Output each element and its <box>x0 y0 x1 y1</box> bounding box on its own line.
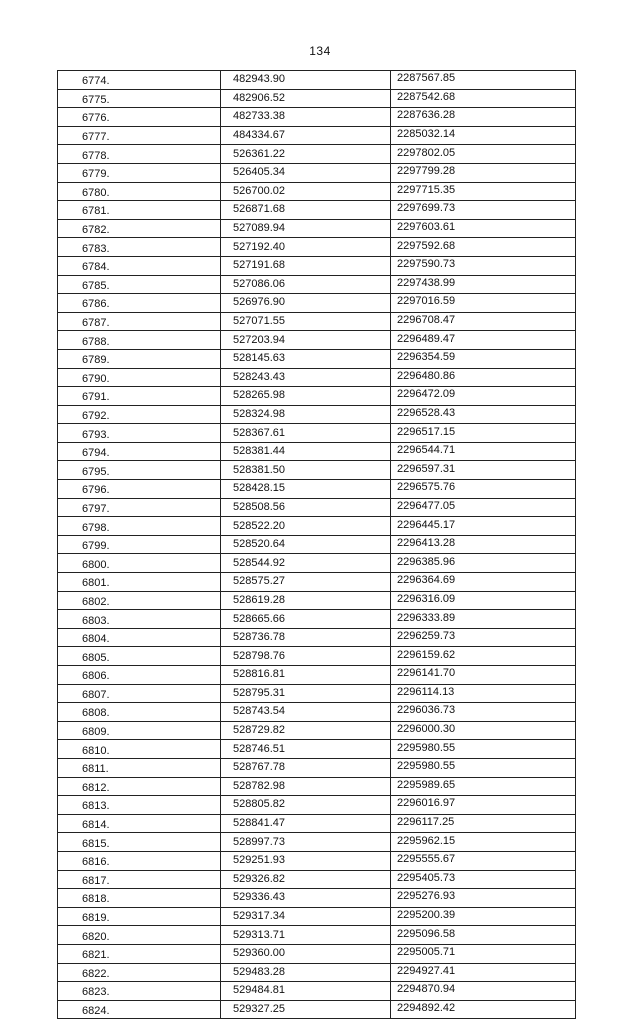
x-coordinate-cell: 528145.63 <box>221 349 391 368</box>
table-row <box>58 238 576 257</box>
point-number-cell: 6780. <box>58 182 221 201</box>
table-row <box>58 517 576 536</box>
point-number-cell: 6786. <box>58 294 221 313</box>
x-coordinate-cell: 528767.78 <box>221 758 391 777</box>
table-row <box>58 740 576 759</box>
x-coordinate-cell: 484334.67 <box>221 126 391 145</box>
table-row <box>58 461 576 480</box>
point-number-cell: 6790. <box>58 368 221 387</box>
table-row <box>58 907 576 926</box>
point-number-cell: 6782. <box>58 219 221 238</box>
point-number-cell: 6805. <box>58 647 221 666</box>
y-coordinate-cell: 2296000.30 <box>391 721 576 740</box>
y-coordinate-cell: 2296489.47 <box>391 331 576 350</box>
point-number-cell: 6777. <box>58 126 221 145</box>
x-coordinate-cell: 528729.82 <box>221 721 391 740</box>
coordinate-table <box>57 70 576 1019</box>
y-coordinate-cell: 2296477.05 <box>391 498 576 517</box>
point-number-cell: 6801. <box>58 573 221 592</box>
point-number-cell: 6824. <box>58 1000 221 1019</box>
y-coordinate-cell: 2296517.15 <box>391 424 576 443</box>
table-row <box>58 610 576 629</box>
x-coordinate-cell: 528381.50 <box>221 461 391 480</box>
y-coordinate-cell: 2294892.42 <box>391 1000 576 1019</box>
point-number-cell: 6795. <box>58 461 221 480</box>
y-coordinate-cell: 2297715.35 <box>391 182 576 201</box>
table-row <box>58 294 576 313</box>
y-coordinate-cell: 2296528.43 <box>391 405 576 424</box>
x-coordinate-cell: 529360.00 <box>221 944 391 963</box>
y-coordinate-cell: 2296385.96 <box>391 554 576 573</box>
point-number-cell: 6778. <box>58 145 221 164</box>
x-coordinate-cell: 528743.54 <box>221 703 391 722</box>
table-body <box>58 71 576 1019</box>
table-row <box>58 163 576 182</box>
x-coordinate-cell: 528805.82 <box>221 796 391 815</box>
x-coordinate-cell: 482943.90 <box>221 71 391 90</box>
table-row <box>58 684 576 703</box>
table-row <box>58 182 576 201</box>
x-coordinate-cell: 529336.43 <box>221 889 391 908</box>
point-number-cell: 6822. <box>58 963 221 982</box>
point-number-cell: 6808. <box>58 703 221 722</box>
x-coordinate-cell: 528522.20 <box>221 517 391 536</box>
table-row <box>58 796 576 815</box>
x-coordinate-cell: 529326.82 <box>221 870 391 889</box>
x-coordinate-cell: 528816.81 <box>221 666 391 685</box>
point-number-cell: 6807. <box>58 684 221 703</box>
y-coordinate-cell: 2295200.39 <box>391 907 576 926</box>
y-coordinate-cell: 2296316.09 <box>391 591 576 610</box>
x-coordinate-cell: 529327.25 <box>221 1000 391 1019</box>
x-coordinate-cell: 529313.71 <box>221 926 391 945</box>
table-row <box>58 108 576 127</box>
y-coordinate-cell: 2297438.99 <box>391 275 576 294</box>
point-number-cell: 6818. <box>58 889 221 908</box>
table-row <box>58 944 576 963</box>
y-coordinate-cell: 2297802.05 <box>391 145 576 164</box>
table-row <box>58 851 576 870</box>
y-coordinate-cell: 2295405.73 <box>391 870 576 889</box>
x-coordinate-cell: 528508.56 <box>221 498 391 517</box>
x-coordinate-cell: 528619.28 <box>221 591 391 610</box>
point-number-cell: 6814. <box>58 814 221 833</box>
table-row <box>58 982 576 1001</box>
table-row <box>58 219 576 238</box>
y-coordinate-cell: 2296480.86 <box>391 368 576 387</box>
table-row <box>58 833 576 852</box>
table-row <box>58 387 576 406</box>
table-row <box>58 145 576 164</box>
x-coordinate-cell: 527191.68 <box>221 256 391 275</box>
x-coordinate-cell: 482906.52 <box>221 89 391 108</box>
y-coordinate-cell: 2296597.31 <box>391 461 576 480</box>
x-coordinate-cell: 529484.81 <box>221 982 391 1001</box>
x-coordinate-cell: 528841.47 <box>221 814 391 833</box>
y-coordinate-cell: 2295989.65 <box>391 777 576 796</box>
table-row <box>58 870 576 889</box>
y-coordinate-cell: 2296413.28 <box>391 535 576 554</box>
y-coordinate-cell: 2296141.70 <box>391 666 576 685</box>
point-number-cell: 6804. <box>58 628 221 647</box>
table-row <box>58 1000 576 1019</box>
x-coordinate-cell: 528782.98 <box>221 777 391 796</box>
table-row <box>58 405 576 424</box>
table-row <box>58 926 576 945</box>
y-coordinate-cell: 2296159.62 <box>391 647 576 666</box>
table-row <box>58 889 576 908</box>
y-coordinate-cell: 2297016.59 <box>391 294 576 313</box>
table-row <box>58 442 576 461</box>
table-row <box>58 480 576 499</box>
y-coordinate-cell: 2296445.17 <box>391 517 576 536</box>
table-row <box>58 368 576 387</box>
x-coordinate-cell: 528428.15 <box>221 480 391 499</box>
y-coordinate-cell: 2296354.59 <box>391 349 576 368</box>
point-number-cell: 6803. <box>58 610 221 629</box>
table-row <box>58 71 576 90</box>
y-coordinate-cell: 2295980.55 <box>391 758 576 777</box>
y-coordinate-cell: 2295980.55 <box>391 740 576 759</box>
x-coordinate-cell: 528544.92 <box>221 554 391 573</box>
x-coordinate-cell: 527203.94 <box>221 331 391 350</box>
y-coordinate-cell: 2285032.14 <box>391 126 576 145</box>
point-number-cell: 6802. <box>58 591 221 610</box>
x-coordinate-cell: 528798.76 <box>221 647 391 666</box>
table-row <box>58 963 576 982</box>
y-coordinate-cell: 2296117.25 <box>391 814 576 833</box>
point-number-cell: 6774. <box>58 71 221 90</box>
y-coordinate-cell: 2295276.93 <box>391 889 576 908</box>
table-row <box>58 275 576 294</box>
x-coordinate-cell: 528736.78 <box>221 628 391 647</box>
point-number-cell: 6792. <box>58 405 221 424</box>
y-coordinate-cell: 2296544.71 <box>391 442 576 461</box>
y-coordinate-cell: 2296036.73 <box>391 703 576 722</box>
point-number-cell: 6809. <box>58 721 221 740</box>
y-coordinate-cell: 2287542.68 <box>391 89 576 108</box>
point-number-cell: 6816. <box>58 851 221 870</box>
x-coordinate-cell: 528324.98 <box>221 405 391 424</box>
table-row <box>58 89 576 108</box>
x-coordinate-cell: 528795.31 <box>221 684 391 703</box>
y-coordinate-cell: 2296472.09 <box>391 387 576 406</box>
x-coordinate-cell: 528665.66 <box>221 610 391 629</box>
y-coordinate-cell: 2296016.97 <box>391 796 576 815</box>
x-coordinate-cell: 529317.34 <box>221 907 391 926</box>
table-row <box>58 666 576 685</box>
y-coordinate-cell: 2297592.68 <box>391 238 576 257</box>
table-row <box>58 535 576 554</box>
y-coordinate-cell: 2296333.89 <box>391 610 576 629</box>
table-row <box>58 349 576 368</box>
x-coordinate-cell: 528367.61 <box>221 424 391 443</box>
x-coordinate-cell: 528746.51 <box>221 740 391 759</box>
point-number-cell: 6815. <box>58 833 221 852</box>
table-row <box>58 777 576 796</box>
point-number-cell: 6775. <box>58 89 221 108</box>
point-number-cell: 6788. <box>58 331 221 350</box>
x-coordinate-cell: 528381.44 <box>221 442 391 461</box>
point-number-cell: 6787. <box>58 312 221 331</box>
x-coordinate-cell: 528520.64 <box>221 535 391 554</box>
table-row <box>58 721 576 740</box>
x-coordinate-cell: 528575.27 <box>221 573 391 592</box>
y-coordinate-cell: 2295096.58 <box>391 926 576 945</box>
point-number-cell: 6776. <box>58 108 221 127</box>
y-coordinate-cell: 2296575.76 <box>391 480 576 499</box>
table-row <box>58 591 576 610</box>
x-coordinate-cell: 529251.93 <box>221 851 391 870</box>
point-number-cell: 6821. <box>58 944 221 963</box>
table-row <box>58 758 576 777</box>
y-coordinate-cell: 2294870.94 <box>391 982 576 1001</box>
point-number-cell: 6823. <box>58 982 221 1001</box>
table-row <box>58 312 576 331</box>
table-row <box>58 201 576 220</box>
point-number-cell: 6793. <box>58 424 221 443</box>
x-coordinate-cell: 527089.94 <box>221 219 391 238</box>
y-coordinate-cell: 2296708.47 <box>391 312 576 331</box>
point-number-cell: 6798. <box>58 517 221 536</box>
x-coordinate-cell: 527071.55 <box>221 312 391 331</box>
y-coordinate-cell: 2295962.15 <box>391 833 576 852</box>
x-coordinate-cell: 527192.40 <box>221 238 391 257</box>
point-number-cell: 6796. <box>58 480 221 499</box>
x-coordinate-cell: 529483.28 <box>221 963 391 982</box>
point-number-cell: 6781. <box>58 201 221 220</box>
point-number-cell: 6784. <box>58 256 221 275</box>
x-coordinate-cell: 482733.38 <box>221 108 391 127</box>
table-row <box>58 573 576 592</box>
y-coordinate-cell: 2287567.85 <box>391 71 576 90</box>
x-coordinate-cell: 526361.22 <box>221 145 391 164</box>
x-coordinate-cell: 527086.06 <box>221 275 391 294</box>
point-number-cell: 6797. <box>58 498 221 517</box>
y-coordinate-cell: 2297603.61 <box>391 219 576 238</box>
table-row <box>58 498 576 517</box>
y-coordinate-cell: 2294927.41 <box>391 963 576 982</box>
point-number-cell: 6783. <box>58 238 221 257</box>
y-coordinate-cell: 2295555.67 <box>391 851 576 870</box>
table-row <box>58 647 576 666</box>
table-row <box>58 256 576 275</box>
point-number-cell: 6794. <box>58 442 221 461</box>
table-row <box>58 126 576 145</box>
x-coordinate-cell: 528997.73 <box>221 833 391 852</box>
x-coordinate-cell: 526976.90 <box>221 294 391 313</box>
point-number-cell: 6813. <box>58 796 221 815</box>
point-number-cell: 6785. <box>58 275 221 294</box>
table-row <box>58 554 576 573</box>
point-number-cell: 6779. <box>58 163 221 182</box>
point-number-cell: 6800. <box>58 554 221 573</box>
y-coordinate-cell: 2296259.73 <box>391 628 576 647</box>
point-number-cell: 6799. <box>58 535 221 554</box>
x-coordinate-cell: 528243.43 <box>221 368 391 387</box>
table-row <box>58 331 576 350</box>
x-coordinate-cell: 526700.02 <box>221 182 391 201</box>
table-row <box>58 424 576 443</box>
x-coordinate-cell: 526871.68 <box>221 201 391 220</box>
y-coordinate-cell: 2296114.13 <box>391 684 576 703</box>
y-coordinate-cell: 2297590.73 <box>391 256 576 275</box>
point-number-cell: 6820. <box>58 926 221 945</box>
table-row <box>58 703 576 722</box>
point-number-cell: 6812. <box>58 777 221 796</box>
point-number-cell: 6811. <box>58 758 221 777</box>
page-number: 134 <box>309 44 331 58</box>
y-coordinate-cell: 2296364.69 <box>391 573 576 592</box>
point-number-cell: 6791. <box>58 387 221 406</box>
table-row <box>58 814 576 833</box>
point-number-cell: 6810. <box>58 740 221 759</box>
table-row <box>58 628 576 647</box>
point-number-cell: 6819. <box>58 907 221 926</box>
y-coordinate-cell: 2297799.28 <box>391 163 576 182</box>
y-coordinate-cell: 2297699.73 <box>391 201 576 220</box>
point-number-cell: 6817. <box>58 870 221 889</box>
y-coordinate-cell: 2295005.71 <box>391 944 576 963</box>
point-number-cell: 6789. <box>58 349 221 368</box>
x-coordinate-cell: 526405.34 <box>221 163 391 182</box>
x-coordinate-cell: 528265.98 <box>221 387 391 406</box>
point-number-cell: 6806. <box>58 666 221 685</box>
y-coordinate-cell: 2287636.28 <box>391 108 576 127</box>
